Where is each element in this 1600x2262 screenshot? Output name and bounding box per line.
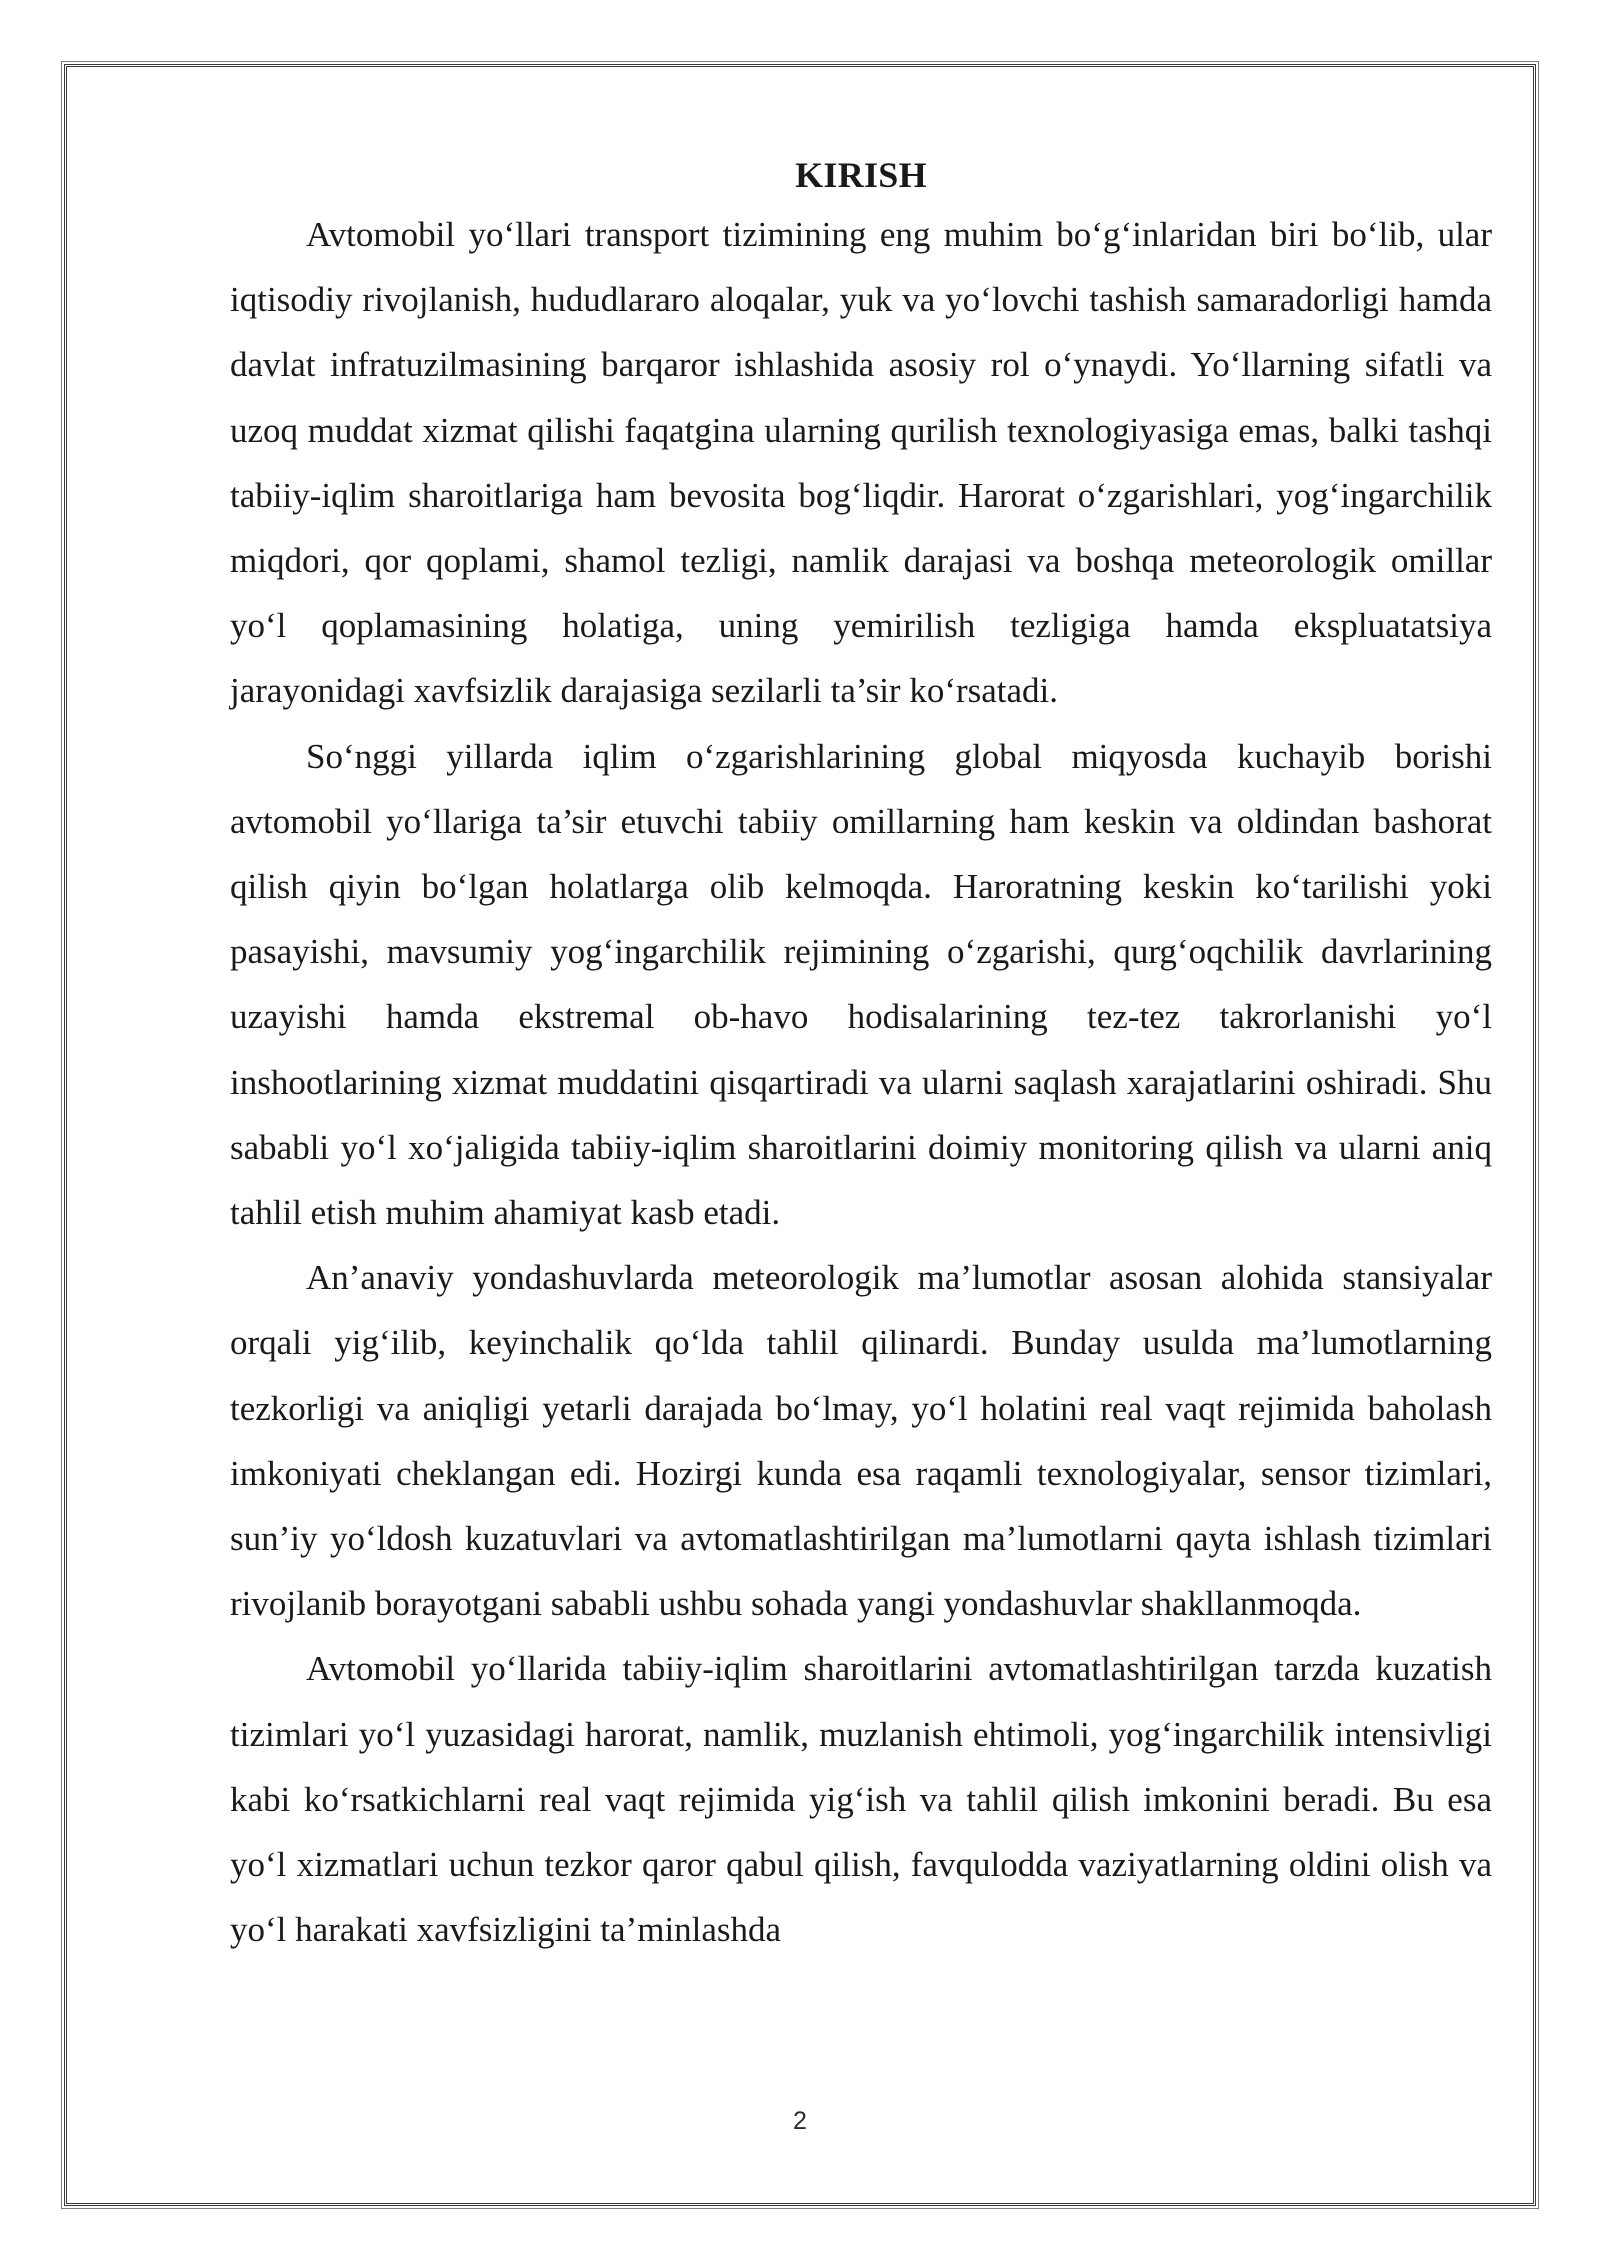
document-body	[230, 148, 1492, 1962]
page-number: 2	[793, 2107, 807, 2135]
paragraph-3: An’anaviy yondashuvlarda meteorologik ma’lumotlar asosan alohida stansiyalar orqali yig‘ilib, keyinchalik qo‘lda tahlil qilinardi. Bunday usulda ma’lumotlarning tezkorligi va aniqligi yetarli darajada bo‘lmay, yo‘l holatini real vaqt rejimida baholash imkoniyati cheklangan edi. Hozirgi kunda esa raqamli texnologiyalar, sensor tizimlari, sun’iy yo‘ldosh kuzatuvlari va avtomatlashtirilgan ma’lumotlarni qayta ishlash tizimlari rivojlanib borayotgani sababli ushbu sohada yangi yondashuvlar shakllanmoqda.	[230, 1258, 1492, 1624]
paragraph-4: Avtomobil yo‘llarida tabiiy-iqlim sharoitlarini avtomatlashtirilgan tarzda kuzatish tizimlari yo‘l yuzasidagi harorat, namlik, muzlanish ehtimoli, yog‘ingarchilik intensivligi kabi ko‘rsatkichlarni real vaqt rejimida yig‘ish va tahlil qilish imkonini beradi. Bu esa yo‘l xizmatlari uchun tezkor qaror qabul qilish, favqulodda vaziyatlarning oldini olish va yo‘l harakati xavfsizligini ta’minlashda	[230, 1649, 1492, 1950]
section-title: KIRISH	[795, 155, 927, 195]
paragraph-1: Avtomobil yo‘llari transport tizimining eng muhim bo‘g‘inlaridan biri bo‘lib, ular iqtisodiy rivojlanish, hududlararo aloqalar, yuk va yo‘lovchi tashish samaradorligi hamda davlat infratuzilmasining barqaror ishlashida asosiy rol o‘ynaydi. Yo‘llarning sifatli va uzoq muddat xizmat qilishi faqatgina ularning qurilish texnologiyasiga emas, balki tashqi tabiiy-iqlim sharoitlariga ham bevosita bog‘liqdir. Harorat o‘zgarishlari, yog‘ingarchilik miqdori, qor qoplami, shamol tezligi, namlik darajasi va boshqa meteorologik omillar yo‘l qoplamasining holatiga, uning yemirilish tezligiga hamda ekspluatatsiya jarayonidagi xavfsizlik darajasiga sezilarli ta’sir ko‘rsatadi.	[230, 215, 1492, 711]
paragraph-2: So‘nggi yillarda iqlim o‘zgarishlarining global miqyosda kuchayib borishi avtomobil yo‘llariga ta’sir etuvchi tabiiy omillarning ham keskin va oldindan bashorat qilish qiyin bo‘lgan holatlarga olib kelmoqda. Haroratning keskin ko‘tarilishi yoki pasayishi, mavsumiy yog‘ingarchilik rejimining o‘zgarishi, qurg‘oqchilik davrlarining uzayishi hamda ekstremal ob-havo hodisalarining tez-tez takrorlanishi yo‘l inshootlarining xizmat muddatini qisqartiradi va ularni saqlash xarajatlarini oshiradi. Shu sababli yo‘l xo‘jaligida tabiiy-iqlim sharoitlarini doimiy monitoring qilish va ularni aniq tahlil etish muhim ahamiyat kasb etadi.	[230, 736, 1492, 1233]
